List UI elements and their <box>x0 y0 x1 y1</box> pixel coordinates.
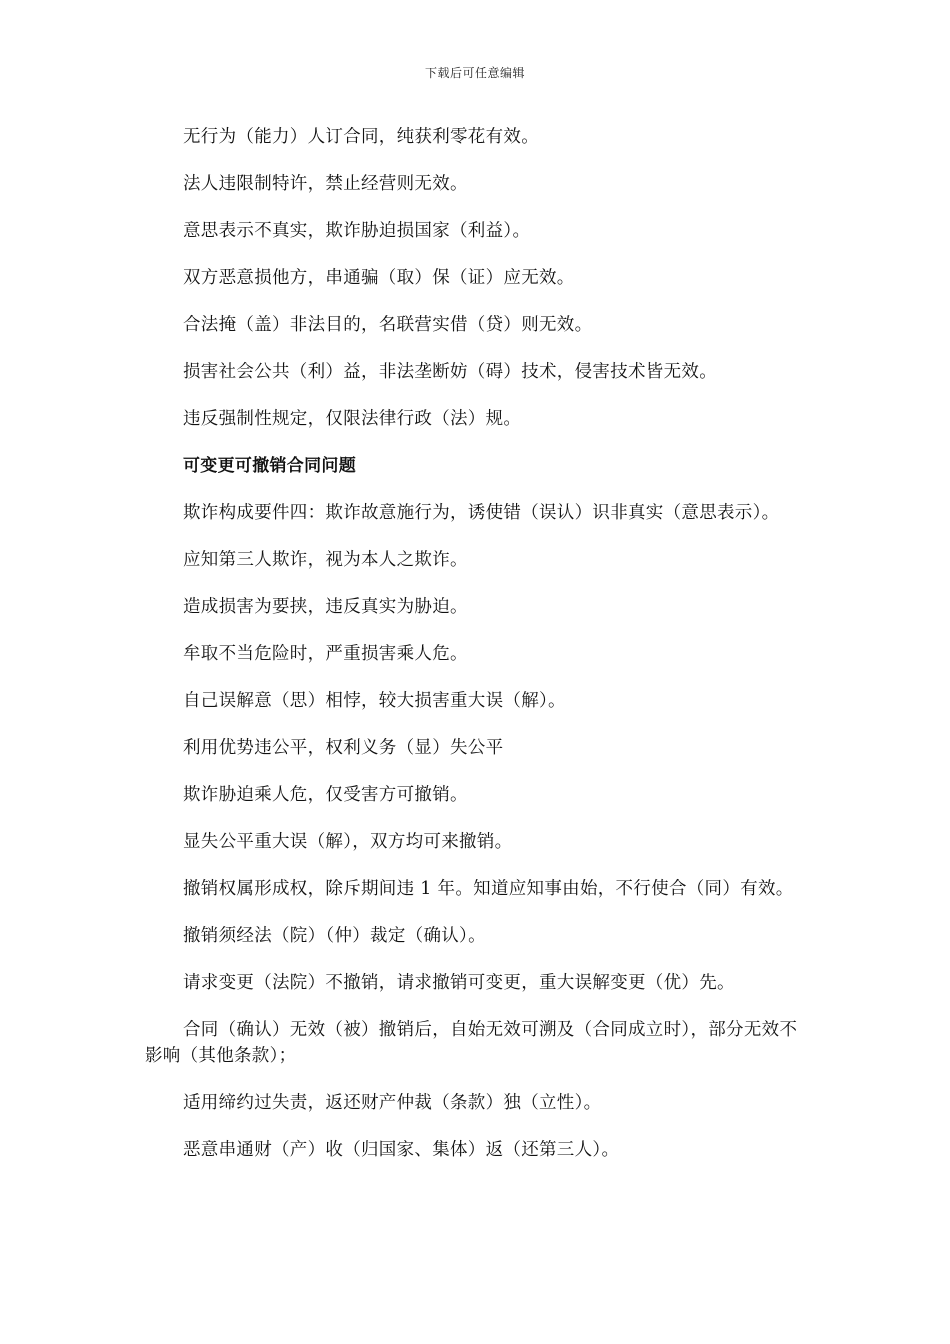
document-body <box>145 124 800 1184</box>
paragraph: 合法掩（盖）非法目的，名联营实借（贷）则无效。 <box>183 315 593 335</box>
paragraph: 合同（确认）无效（被）撤销后，自始无效可溯及（合同成立时），部分无效不影响（其他条款）； <box>145 1020 798 1066</box>
paragraph: 损害社会公共（利）益，非法垄断妨（碍）技术，侵害技术皆无效。 <box>183 362 717 382</box>
page-header: 下载后可任意编辑 <box>424 66 525 80</box>
paragraph: 造成损害为要挟，违反真实为胁迫。 <box>183 597 468 617</box>
paragraph: 利用优势违公平，权利义务（显）失公平 <box>183 738 504 758</box>
paragraph: 恶意串通财（产）收（归国家、集体）返（还第三人）。 <box>183 1140 620 1160</box>
paragraph: 法人违限制特许，禁止经营则无效。 <box>183 174 468 194</box>
paragraph: 自己误解意（思）相悖，较大损害重大误（解）。 <box>183 691 566 711</box>
paragraph: 牟取不当危险时，严重损害乘人危。 <box>183 644 468 664</box>
paragraph: 撤销须经法（院）（仲）裁定（确认）。 <box>183 926 486 946</box>
paragraph: 欺诈构成要件四：欺诈故意施行为，诱使错（误认）识非真实（意思表示）。 <box>183 503 780 523</box>
paragraph: 显失公平重大误（解），双方均可来撤销。 <box>183 832 513 852</box>
paragraph: 撤销权属形成权，除斥期间违 1 年。知道应知事由始，不行使合（同）有效。 <box>183 879 794 899</box>
paragraph: 意思表示不真实，欺诈胁迫损国家（利益）。 <box>183 221 531 241</box>
paragraph: 违反强制性规定，仅限法律行政（法）规。 <box>183 409 522 429</box>
paragraph: 应知第三人欺诈，视为本人之欺诈。 <box>183 550 468 570</box>
paragraph: 双方恶意损他方，串通骗（取）保（证）应无效。 <box>183 268 575 288</box>
section-heading: 可变更可撤销合同问题 <box>183 456 356 476</box>
paragraph: 欺诈胁迫乘人危，仅受害方可撤销。 <box>183 785 468 805</box>
paragraph: 适用缔约过失责，返还财产仲裁（条款）独（立性）。 <box>183 1093 602 1113</box>
paragraph: 无行为（能力）人订合同，纯获利零花有效。 <box>183 127 539 147</box>
paragraph: 请求变更（法院）不撤销，请求撤销可变更，重大误解变更（优）先。 <box>183 973 735 993</box>
